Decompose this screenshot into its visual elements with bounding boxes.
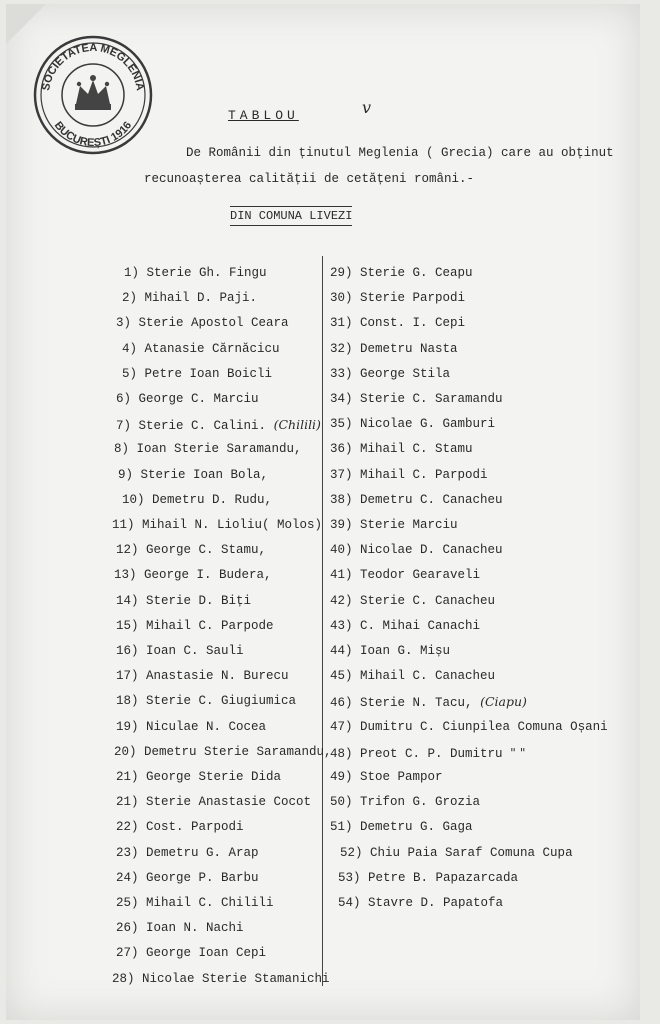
entry-name: Mihail D. Paji. [144, 291, 258, 306]
entry-name: Stoe Pampor [360, 770, 443, 784]
entry-name: George I. Budera, [144, 568, 272, 583]
entry-name: Mihail C. Parpodi [360, 467, 488, 482]
entry-number: 41) [330, 568, 353, 583]
entry-number: 9) [118, 467, 134, 482]
entry-number: 50) [330, 795, 353, 810]
name-entry [330, 316, 465, 330]
name-entry [330, 367, 450, 381]
entry-name: Niculae N. Cocea [146, 719, 267, 734]
entry-name: C. Mihai Canachi [360, 618, 481, 633]
name-entry [330, 266, 473, 280]
entry-name: Mihail C. Stamu [360, 442, 473, 457]
check-mark: v [362, 98, 372, 117]
entry-number: 16) [116, 644, 139, 658]
entry-name: Dumitru C. Ciunpilea Comuna Oșani [360, 719, 608, 734]
entry-number: 21) [116, 770, 139, 784]
entry-name: Sterie C. Saramandu [360, 392, 503, 406]
entry-name: Mihail N. Lioliu( Molos) [142, 518, 323, 532]
entry-number: 28) [112, 971, 135, 986]
entry-number: 14) [116, 593, 139, 608]
entry-number: 18) [116, 694, 139, 709]
commune-heading: DIN COMUNA LIVEZI [230, 206, 352, 226]
name-entry [116, 720, 266, 734]
entry-number: 40) [330, 543, 353, 558]
name-entry [330, 644, 450, 658]
entry-name: Demetru G. Gaga [360, 820, 473, 835]
entry-number: 30) [330, 291, 353, 306]
entry-name: Ioan G. Mișu [360, 644, 451, 658]
entry-number: 42) [330, 593, 353, 608]
entry-number: 29) [330, 266, 353, 280]
entry-name: Atanasie Cărnăcicu [144, 341, 280, 356]
entry-name: Sterie C. Canacheu [360, 593, 496, 608]
name-entry [116, 694, 296, 708]
entry-number: 32) [330, 341, 353, 356]
stamp-top-text: SOCIETATEA MEGLENIA [40, 41, 146, 92]
entry-name: Ioan N. Nachi [146, 921, 244, 936]
society-stamp [32, 34, 154, 156]
entry-name: Const. I. Cepi [360, 316, 466, 331]
entry-name: Nicolae Sterie Stamanichi [142, 971, 330, 986]
name-entry [112, 518, 322, 532]
name-entry [116, 820, 244, 834]
name-entry [330, 594, 495, 608]
name-entry [330, 720, 608, 734]
entry-name: Demetru C. Canacheu [360, 492, 503, 507]
entry-number: 43) [330, 618, 353, 633]
entry-name: Demetru G. Arap [146, 845, 259, 860]
entry-name: Mihail C. Parpode [146, 618, 274, 633]
entry-number: 48) [330, 746, 353, 761]
name-entry [116, 619, 274, 633]
entry-name: George C. Marciu [138, 392, 259, 406]
entry-name: Teodor Gearaveli [360, 568, 481, 583]
intro-line-1: De Românii din ținutul Meglenia ( Grecia) care au obținut [186, 146, 614, 160]
entry-number: 22) [116, 820, 139, 835]
handwritten-note: " " [510, 744, 526, 760]
name-entry [330, 568, 480, 582]
name-entry [116, 669, 289, 683]
entry-number: 10) [122, 492, 145, 507]
entry-number: 17) [116, 669, 139, 684]
name-entry [330, 493, 503, 507]
entry-number: 11) [112, 518, 135, 532]
name-entry [122, 342, 280, 356]
handwritten-note: (Ciapu) [480, 694, 527, 710]
entry-number: 44) [330, 644, 353, 658]
name-entry [122, 493, 272, 507]
entry-name: Sterie Anastasie Cocot [146, 795, 312, 810]
name-entry [112, 972, 330, 986]
entry-number: 13) [114, 568, 137, 583]
name-entry [330, 619, 480, 633]
entry-number: 54) [338, 896, 361, 910]
intro-line-2: recunoașterea calității de cetățeni români.- [144, 172, 475, 186]
name-entry [338, 871, 518, 885]
entry-number: 2) [122, 291, 138, 306]
name-entry [116, 896, 274, 910]
name-entry [116, 770, 281, 784]
entry-name: Demetru Nasta [360, 341, 458, 356]
entry-number: 23) [116, 845, 139, 860]
entry-number: 20) [114, 744, 137, 759]
name-entry [330, 392, 503, 406]
entry-name: George P. Barbu [146, 870, 259, 885]
name-entry [340, 846, 573, 860]
name-entry [330, 795, 480, 809]
entry-name: Stavre D. Papatofa [368, 896, 504, 910]
entry-name: Anastasie N. Burecu [146, 669, 289, 684]
entry-number: 34) [330, 392, 353, 406]
entry-number: 3) [116, 316, 132, 331]
entry-name: Sterie C. Giugiumica [146, 694, 297, 709]
entry-number: 35) [330, 417, 353, 432]
name-entry [116, 795, 311, 809]
entry-name: George Stila [360, 366, 451, 381]
entry-name: George C. Stamu, [146, 543, 267, 558]
stamp-bottom-text: BUCUREȘTI 1916 [51, 119, 135, 150]
name-entry [116, 946, 266, 960]
column-divider [322, 256, 323, 986]
name-entry [330, 669, 495, 683]
entry-number: 5) [122, 366, 138, 381]
entry-number: 25) [116, 896, 139, 910]
entry-name: Demetru Sterie Saramandu, [144, 744, 332, 759]
entry-number: 31) [330, 316, 353, 331]
entry-name: Sterie Gh. Fingu [146, 266, 267, 280]
name-entry [116, 846, 259, 860]
entry-number: 6) [116, 392, 132, 406]
name-entry [122, 291, 257, 305]
entry-number: 27) [116, 946, 139, 961]
entry-number: 7) [116, 419, 132, 434]
entry-number: 53) [338, 870, 361, 885]
entry-number: 51) [330, 820, 353, 835]
entry-number: 19) [116, 719, 139, 734]
entry-name: Mihail C. Chilili [146, 896, 274, 910]
name-entry [118, 468, 268, 482]
name-entry [330, 694, 527, 710]
entry-number: 45) [330, 669, 353, 684]
entry-name: Nicolae D. Canacheu [360, 543, 503, 558]
name-entry [114, 745, 332, 759]
name-entry [330, 291, 465, 305]
entry-name: George Sterie Dida [146, 770, 282, 784]
name-entry [122, 367, 272, 381]
name-entry [330, 820, 473, 834]
entry-name: Sterie Marciu [360, 518, 458, 532]
name-entry [330, 518, 458, 532]
name-entry [116, 417, 321, 433]
name-entry [116, 644, 244, 658]
entry-name: Sterie D. Biți [146, 593, 252, 608]
name-entry [114, 442, 302, 456]
entry-number: 1) [124, 266, 140, 280]
entry-name: Sterie Ioan Bola, [140, 467, 269, 482]
entry-name: Sterie C. Calini. [138, 419, 267, 434]
entry-number: 21) [116, 795, 139, 810]
entry-number: 15) [116, 618, 139, 633]
entry-name: George Ioan Cepi [146, 946, 267, 961]
name-entry [330, 417, 495, 431]
name-entry [124, 266, 267, 280]
entry-number: 39) [330, 518, 353, 532]
entry-name: Ioan C. Sauli [146, 644, 244, 658]
entry-number: 37) [330, 467, 353, 482]
name-entry [116, 316, 289, 330]
entry-name: Sterie Parpodi [360, 291, 466, 306]
entry-number: 24) [116, 870, 139, 885]
name-entry [116, 594, 251, 608]
entry-name: Nicolae G. Gamburi [360, 417, 496, 432]
entry-number: 38) [330, 492, 353, 507]
entry-name: Demetru D. Rudu, [152, 492, 273, 507]
name-entry [330, 342, 458, 356]
entry-name: Mihail C. Canacheu [360, 669, 496, 684]
handwritten-note: (Chilili) [273, 417, 321, 433]
name-entry [330, 770, 443, 784]
entry-name: Trifon G. Grozia [360, 795, 481, 810]
name-entry [330, 543, 503, 557]
entry-name: Sterie N. Tacu, [360, 696, 473, 711]
entry-name: Sterie G. Ceapu [360, 266, 473, 280]
name-entry [330, 468, 488, 482]
entry-number: 26) [116, 921, 139, 936]
entry-number: 33) [330, 366, 353, 381]
entry-number: 12) [116, 543, 139, 558]
name-entry [116, 392, 259, 406]
entry-name: Ioan Sterie Saramandu, [136, 442, 302, 457]
entry-number: 52) [340, 845, 363, 860]
name-entry [114, 568, 272, 582]
name-entry [116, 871, 259, 885]
entry-name: Cost. Parpodi [146, 820, 244, 835]
entry-name: Sterie Apostol Ceara [138, 316, 289, 331]
document-page [6, 4, 640, 1020]
entry-number: 4) [122, 341, 138, 356]
name-entry [116, 543, 266, 557]
entry-number: 49) [330, 770, 353, 784]
entry-name: Petre B. Papazarcada [368, 870, 519, 885]
entry-name: Chiu Paia Saraf Comuna Cupa [370, 845, 573, 860]
name-entry [330, 442, 473, 456]
entry-name: Preot C. P. Dumitru [360, 746, 503, 761]
document-title: TABLOU [228, 108, 299, 123]
entry-name: Petre Ioan Boicli [144, 366, 273, 381]
entry-number: 8) [114, 442, 130, 457]
entry-number: 46) [330, 696, 353, 711]
name-entry [338, 896, 503, 910]
name-entry [116, 921, 244, 935]
name-entry [330, 745, 526, 761]
entry-number: 36) [330, 442, 353, 457]
entry-number: 47) [330, 719, 353, 734]
